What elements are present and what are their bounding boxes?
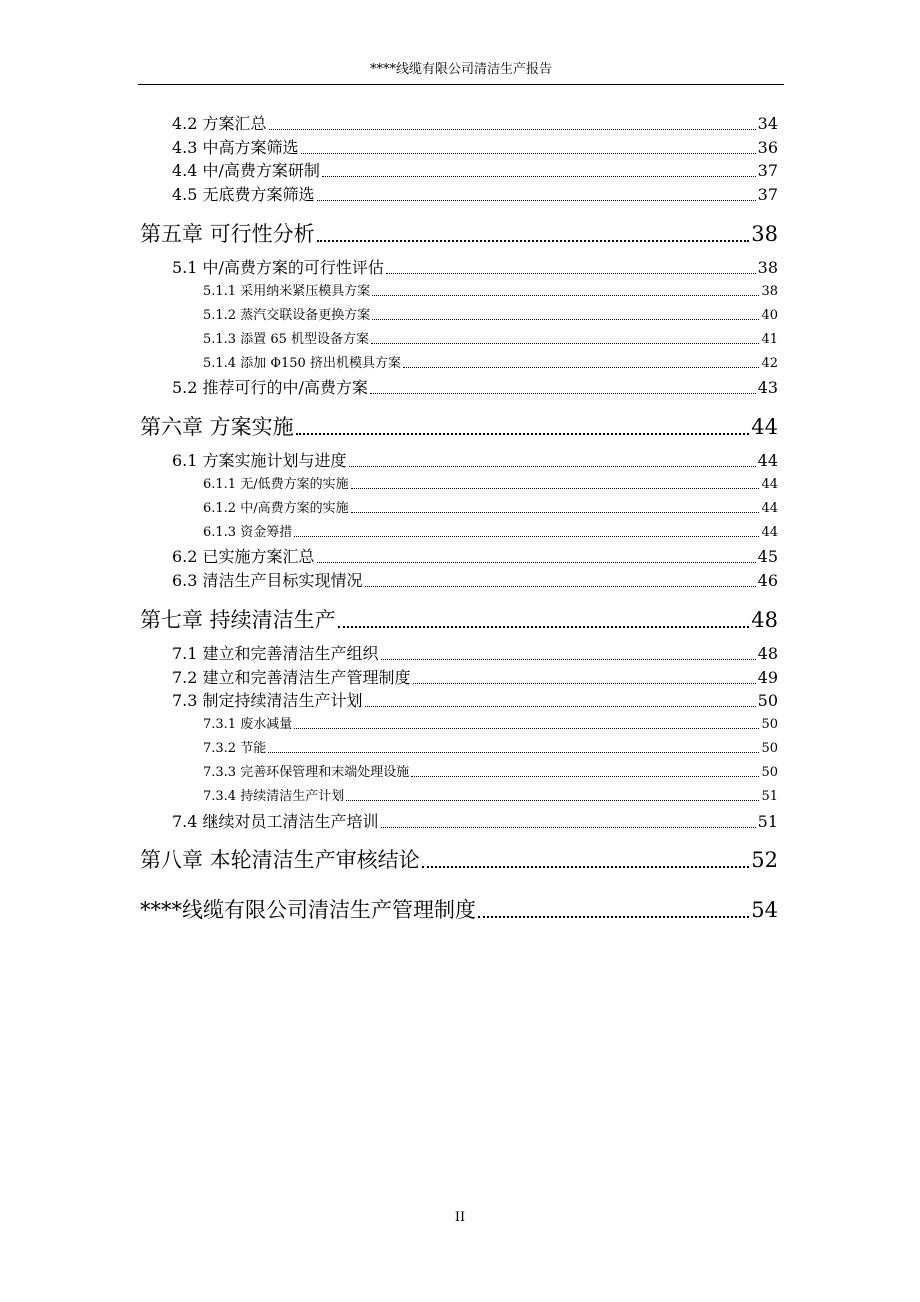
toc-entry-label: 7.1 建立和完善清洁生产组织	[172, 644, 379, 663]
dot-leader	[413, 682, 756, 684]
dot-leader	[381, 826, 756, 828]
toc-subsection-entry[interactable]	[203, 307, 778, 324]
toc-entry-page: 41	[761, 332, 778, 347]
toc-entry-label: 7.2 建立和完善清洁生产管理制度	[172, 668, 411, 687]
dot-leader	[317, 561, 756, 563]
dot-leader	[365, 585, 756, 587]
toc-entry-label: 7.3.4 持续清洁生产计划	[203, 789, 345, 804]
toc-section-entry[interactable]	[172, 378, 778, 398]
dot-leader	[317, 239, 750, 242]
toc-entry-label: 7.3.2 节能	[203, 741, 267, 756]
dot-leader	[346, 799, 759, 801]
toc-section-entry[interactable]	[172, 258, 778, 278]
dot-leader	[349, 465, 756, 467]
toc-entry-label: 7.4 继续对员工清洁生产培训	[172, 812, 379, 831]
page-number: II	[454, 1210, 466, 1225]
toc-entry-page: 54	[751, 898, 778, 922]
toc-section-entry[interactable]	[172, 644, 778, 664]
toc-entry-label: 6.1.1 无/低费方案的实施	[203, 477, 349, 492]
dot-leader	[268, 751, 759, 753]
toc-entry-label: 第七章 持续清洁生产	[140, 608, 336, 632]
dot-leader	[422, 865, 750, 868]
dot-leader	[371, 342, 759, 344]
dot-leader	[411, 775, 759, 777]
toc-section-entry[interactable]	[172, 547, 778, 567]
toc-entry-page: 34	[757, 114, 778, 133]
dot-leader	[478, 915, 749, 918]
toc-entry-page: 37	[757, 185, 778, 204]
toc-section-entry[interactable]	[172, 571, 778, 591]
toc-subsection-entry[interactable]	[203, 716, 778, 733]
dot-leader	[317, 199, 756, 201]
toc-subsection-entry[interactable]	[203, 283, 778, 300]
dot-leader	[338, 625, 750, 628]
dot-leader	[351, 487, 760, 489]
dot-leader	[269, 128, 756, 130]
toc-entry-label: 6.1.2 中/高费方案的实施	[203, 501, 349, 516]
toc-subsection-entry[interactable]	[203, 524, 778, 541]
toc-entry-page: 46	[757, 571, 778, 590]
dot-leader	[322, 175, 756, 177]
toc-entry-page: 40	[761, 308, 778, 323]
toc-entry-label: 第五章 可行性分析	[140, 222, 315, 246]
toc-section-entry[interactable]	[172, 668, 778, 688]
toc-entry-page: 50	[761, 717, 778, 732]
toc-section-entry[interactable]	[172, 812, 778, 832]
toc-entry-page: 44	[761, 501, 778, 516]
dot-leader	[403, 366, 760, 368]
toc-entry-label: 5.1.1 采用纳米紧压模具方案	[203, 284, 371, 299]
dot-leader	[294, 535, 759, 537]
toc-entry-page: 45	[757, 547, 778, 566]
dot-leader	[381, 658, 756, 660]
toc-section-entry[interactable]	[172, 138, 778, 158]
toc-subsection-entry[interactable]	[203, 355, 778, 372]
toc-entry-page: 50	[757, 691, 778, 710]
toc-section-entry[interactable]	[172, 114, 778, 134]
toc-chapter-entry[interactable]	[140, 897, 778, 923]
toc-section-entry[interactable]	[172, 691, 778, 711]
toc-entry-label: 5.1.4 添加 Φ150 挤出机模具方案	[203, 356, 401, 371]
toc-entry-page: 38	[751, 222, 778, 246]
toc-entry-label: 4.4 中/高费方案研制	[172, 161, 320, 180]
toc-subsection-entry[interactable]	[203, 788, 778, 805]
toc-chapter-entry[interactable]	[140, 607, 778, 633]
dot-leader	[351, 511, 760, 513]
toc-entry-label: ****线缆有限公司清洁生产管理制度	[140, 898, 476, 922]
toc-entry-page: 44	[751, 415, 778, 439]
toc-entry-page: 44	[761, 525, 778, 540]
toc-section-entry[interactable]	[172, 185, 778, 205]
toc-entry-label: 4.3 中高方案筛选	[172, 138, 299, 157]
dot-leader	[296, 432, 750, 435]
toc-entry-page: 51	[757, 812, 778, 831]
toc-entry-page: 44	[757, 451, 778, 470]
toc-entry-page: 42	[761, 356, 778, 371]
toc-entry-page: 48	[757, 644, 778, 663]
toc-entry-page: 38	[757, 258, 778, 277]
toc-section-entry[interactable]	[172, 161, 778, 181]
toc-entry-label: 4.5 无底费方案筛选	[172, 185, 315, 204]
toc-entry-label: 5.1.2 蒸汽交联设备更换方案	[203, 308, 371, 323]
toc-entry-page: 36	[757, 138, 778, 157]
toc-entry-label: 6.2 已实施方案汇总	[172, 547, 315, 566]
toc-entry-page: 50	[761, 765, 778, 780]
toc-entry-page: 48	[751, 608, 778, 632]
toc-entry-page: 52	[751, 848, 778, 872]
toc-entry-label: 7.3.3 完善环保管理和末端处理设施	[203, 765, 410, 780]
toc-entry-page: 38	[761, 284, 778, 299]
toc-entry-page: 49	[757, 668, 778, 687]
running-header: ****线缆有限公司清洁生产报告	[369, 62, 552, 77]
toc-entry-page: 50	[761, 741, 778, 756]
toc-entry-label: 6.1 方案实施计划与进度	[172, 451, 347, 470]
toc-entry-page: 51	[761, 789, 778, 804]
toc-entry-label: 6.3 清洁生产目标实现情况	[172, 571, 363, 590]
toc-entry-label: 6.1.3 资金筹措	[203, 525, 293, 540]
toc-entry-page: 43	[757, 378, 778, 397]
toc-subsection-entry[interactable]	[203, 740, 778, 757]
toc-section-entry[interactable]	[172, 451, 778, 471]
toc-subsection-entry[interactable]	[203, 764, 778, 781]
dot-leader	[372, 318, 759, 320]
toc-entry-label: 4.2 方案汇总	[172, 114, 267, 133]
toc-chapter-entry[interactable]	[140, 414, 778, 440]
toc-subsection-entry[interactable]	[203, 331, 778, 348]
dot-leader	[370, 392, 756, 394]
toc-entry-label: 第六章 方案实施	[140, 415, 294, 439]
toc-entry-page: 37	[757, 161, 778, 180]
toc-entry-label: 第八章 本轮清洁生产审核结论	[140, 848, 420, 872]
toc-entry-page: 44	[761, 477, 778, 492]
dot-leader	[294, 727, 759, 729]
dot-leader	[365, 705, 756, 707]
toc-entry-label: 5.2 推荐可行的中/高费方案	[172, 378, 368, 397]
toc-subsection-entry[interactable]	[203, 476, 778, 493]
dot-leader	[301, 152, 756, 154]
toc-chapter-entry[interactable]	[140, 221, 778, 247]
dot-leader	[386, 272, 756, 274]
toc-entry-label: 7.3.1 废水减量	[203, 717, 293, 732]
toc-entry-label: 7.3 制定持续清洁生产计划	[172, 691, 363, 710]
toc-entry-label: 5.1 中/高费方案的可行性评估	[172, 258, 384, 277]
toc-entry-label: 5.1.3 添置 65 机型设备方案	[203, 332, 370, 347]
toc-subsection-entry[interactable]	[203, 500, 778, 517]
dot-leader	[372, 294, 759, 296]
toc-chapter-entry[interactable]	[140, 847, 778, 873]
